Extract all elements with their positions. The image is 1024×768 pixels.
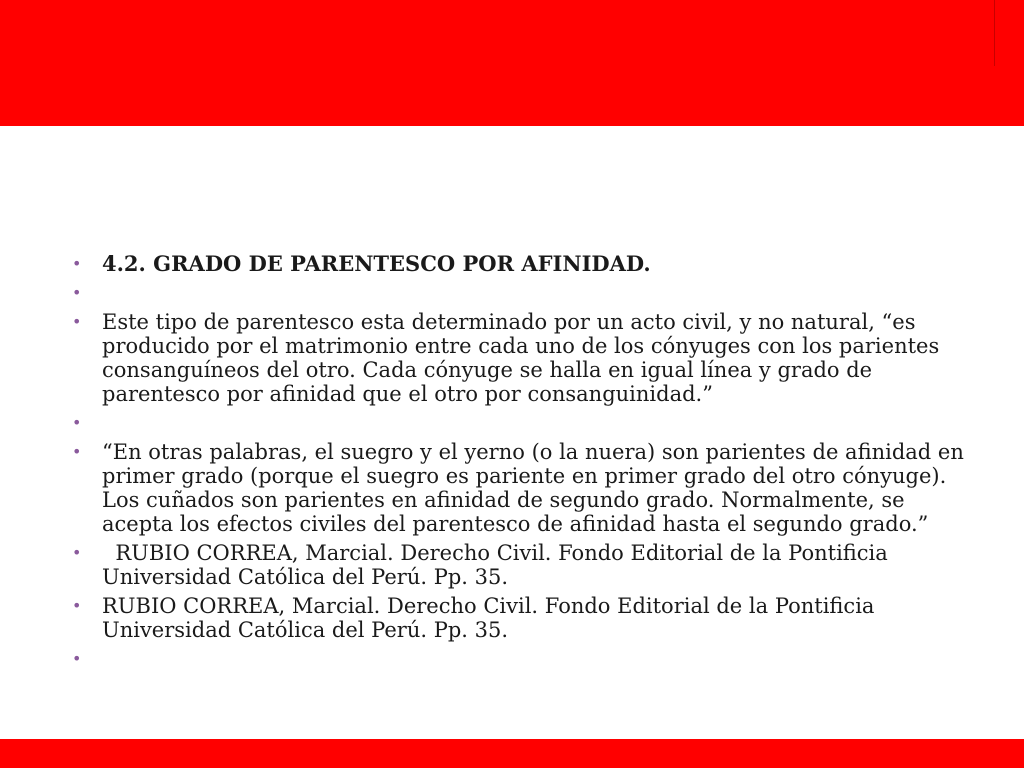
bullet-icon: • — [72, 596, 82, 615]
bullet-item-quote — [72, 440, 972, 536]
bullet-icon: • — [72, 442, 82, 461]
bullet-icon: • — [72, 543, 82, 562]
section-heading: 4.2. GRADO DE PARENTESCO POR AFINIDAD. — [102, 251, 651, 276]
bullet-icon: • — [72, 254, 82, 273]
citation-text: RUBIO CORREA, Marcial. Derecho Civil. Fondo Editorial de la Pontificia Universidad Católica del Perú. Pp. 35. — [102, 594, 875, 642]
bullet-icon: • — [72, 649, 82, 668]
bullet-list — [72, 252, 972, 671]
bullet-item-empty — [72, 281, 972, 305]
top-red-band — [0, 0, 1024, 126]
bullet-item-empty — [72, 647, 972, 671]
definition-paragraph: Este tipo de parentesco esta determinado por un acto civil, y no natural, “es producido por el matrimonio entre cada uno de los cónyuges con los parientes consanguíneos del otro. Cada cónyuge se halla en igual línea y grado de parentesco por afinidad que el otro por consanguinidad.” — [102, 310, 940, 406]
citation-text: RUBIO CORREA, Marcial. Derecho Civil. Fondo Editorial de la Pontificia Universidad Católica del Perú. Pp. 35. — [102, 541, 895, 589]
bullet-item-heading — [72, 252, 972, 276]
slide-content — [72, 252, 972, 676]
bottom-red-band — [0, 739, 1024, 768]
bullet-item-definition — [72, 310, 972, 406]
bullet-icon: • — [72, 312, 82, 331]
bullet-item-citation — [72, 541, 972, 589]
quote-paragraph: “En otras palabras, el suegro y el yerno (o la nuera) son parientes de afinidad en primer grado (porque el suegro es pariente en primer grado del otro cónyuge). Los cuñados son parientes en afinidad de segundo grado. Normalmente, se acepta los efectos civiles del parentesco de afinidad hasta el segundo grado.” — [102, 440, 964, 536]
bullet-icon: • — [72, 413, 82, 432]
top-band-divider — [994, 0, 995, 66]
bullet-item-empty — [72, 411, 972, 435]
bullet-item-citation — [72, 594, 972, 642]
bullet-icon: • — [72, 283, 82, 302]
